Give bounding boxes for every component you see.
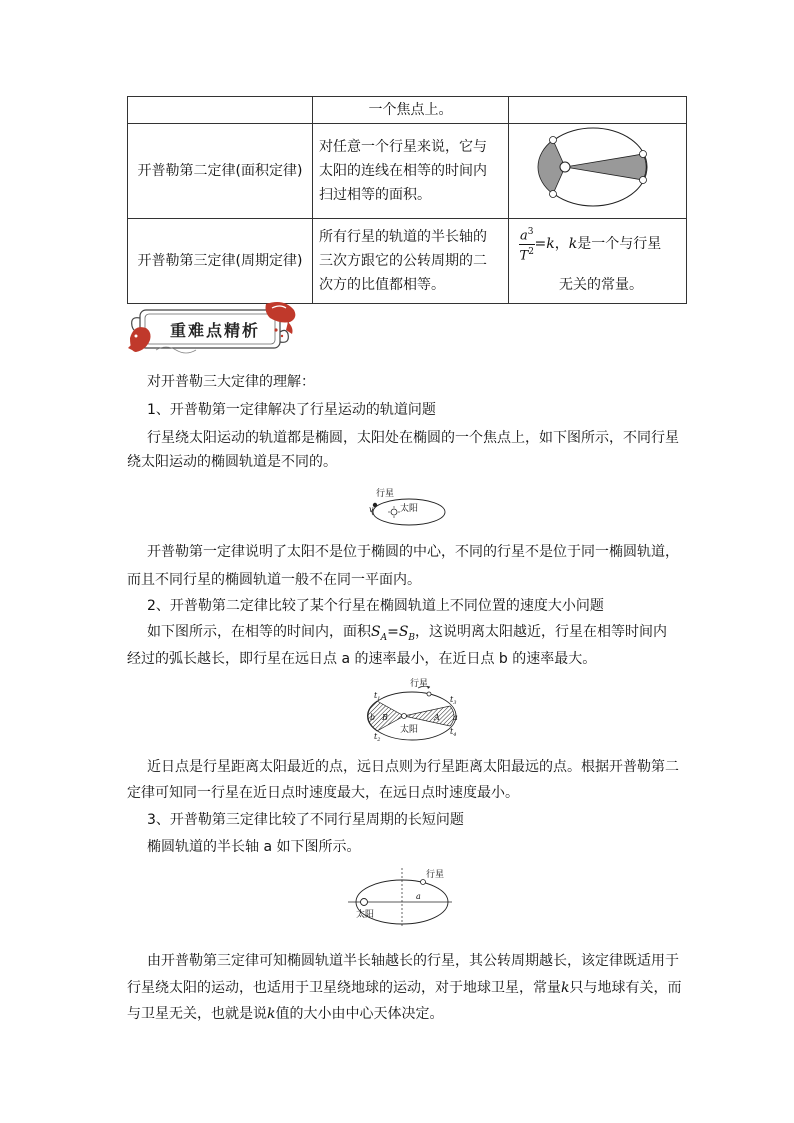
intro-text: 对开普勒三大定律的理解：	[147, 374, 315, 390]
table-row	[128, 97, 687, 124]
fig2-label-b: b	[370, 713, 376, 722]
fig2-sun-label: 太阳	[400, 725, 419, 735]
section3-title: 3、开普勒第三定律比较了不同行星周期的长短问题	[147, 812, 464, 828]
fig3-sun-label: 太阳	[356, 910, 375, 920]
fig1-velocity-label: v	[369, 505, 374, 514]
law3-formula: $\frac{a^3}{T^2}$ =k，k是一个与行星 无关的常量。	[509, 219, 687, 304]
fig2-t1: $t_1$	[374, 691, 381, 702]
law2-name: 开普勒第二定律(面积定律)	[128, 124, 313, 219]
paragraph: 绕太阳运动的椭圆轨道是不同的。	[127, 454, 337, 470]
paragraph: 椭圆轨道的半长轴 a 如下图所示。	[147, 839, 361, 855]
fig2-label-a: a	[453, 713, 458, 722]
table-row	[128, 124, 687, 219]
paragraph: 与卫星无关，也就是说k值的大小由中心天体决定。	[127, 1006, 444, 1022]
fig1-sun-label: 太阳	[400, 504, 419, 514]
paragraph: 定律可知同一行星在近日点时速度最大，在远日点时速度最小。	[127, 785, 519, 801]
paragraph: 行星绕太阳运动的轨道都是椭圆，太阳处在椭圆的一个焦点上，如下图所示，不同行星	[147, 430, 679, 446]
orbit-figure-1	[368, 487, 448, 529]
fig2-t3: $t_3$	[450, 695, 457, 706]
sun-icon	[388, 506, 400, 518]
fig3-planet-label: 行星	[426, 870, 445, 880]
fig2-t4: $t_4$	[450, 727, 457, 738]
section1-title: 1、开普勒第一定律解决了行星运动的轨道问题	[147, 402, 436, 418]
paragraph: 经过的弧长越长，即行星在远日点 a 的速率最小，在近日点 b 的速率最大。	[127, 651, 597, 667]
orbit-figure-3	[344, 864, 456, 928]
fig2-label-A: A	[434, 713, 440, 722]
table-cell: 一个焦点上。	[313, 97, 509, 124]
table-cell	[128, 97, 313, 124]
section2-title: 2、开普勒第二定律比较了某个行星在椭圆轨道上不同位置的速度大小问题	[147, 598, 604, 614]
area-law-diagram	[509, 124, 676, 210]
law3-name: 开普勒第三定律(周期定律)	[128, 219, 313, 304]
fraction: $\frac{a^3}{T^2}$	[519, 227, 534, 263]
paragraph: 由开普勒第三定律可知椭圆轨道半长轴越长的行星，其公转周期越长，该定律既适用于	[147, 953, 679, 969]
fig3-semi-major-axis-label: a	[416, 892, 421, 901]
table-row	[128, 219, 687, 304]
fig2-planet-label: 行星	[410, 679, 429, 689]
law2-description: 对任意一个行星来说，它与 太阳的连线在相等的时间内 扫过相等的面积。	[313, 124, 509, 219]
paragraph: 行星绕太阳的运动，也适用于卫星绕地球的运动，对于地球卫星，常量k只与地球有关，而	[127, 980, 682, 996]
law3-description: 所有行星的轨道的半长轴的 三次方跟它的公转周期的二 次方的比值都相等。	[313, 219, 509, 304]
fig1-planet-label: 行星	[376, 489, 395, 499]
paragraph: 而且不同行星的椭圆轨道一般不在同一平面内。	[127, 572, 421, 588]
section-banner	[126, 298, 300, 358]
banner-title: 重难点精析	[169, 321, 260, 340]
table-cell	[509, 97, 687, 124]
paragraph: 开普勒第一定律说明了太阳不是位于椭圆的中心，不同的行星不是位于同一椭圆轨道，	[147, 544, 679, 560]
fig2-label-B: B	[382, 713, 388, 722]
kepler-laws-table	[127, 96, 687, 304]
paragraph: 如下图所示，在相等的时间内，面积$S_A=S_B$，这说明离太阳越近，行星在相等时间内	[147, 624, 668, 643]
law2-figure-cell	[509, 124, 687, 219]
fig2-t2: $t_2$	[374, 732, 381, 743]
orbit-figure-2	[360, 676, 464, 746]
paragraph: 近日点是行星距离太阳最近的点，远日点则为行星距离太阳最远的点。根据开普勒第二	[147, 759, 679, 775]
